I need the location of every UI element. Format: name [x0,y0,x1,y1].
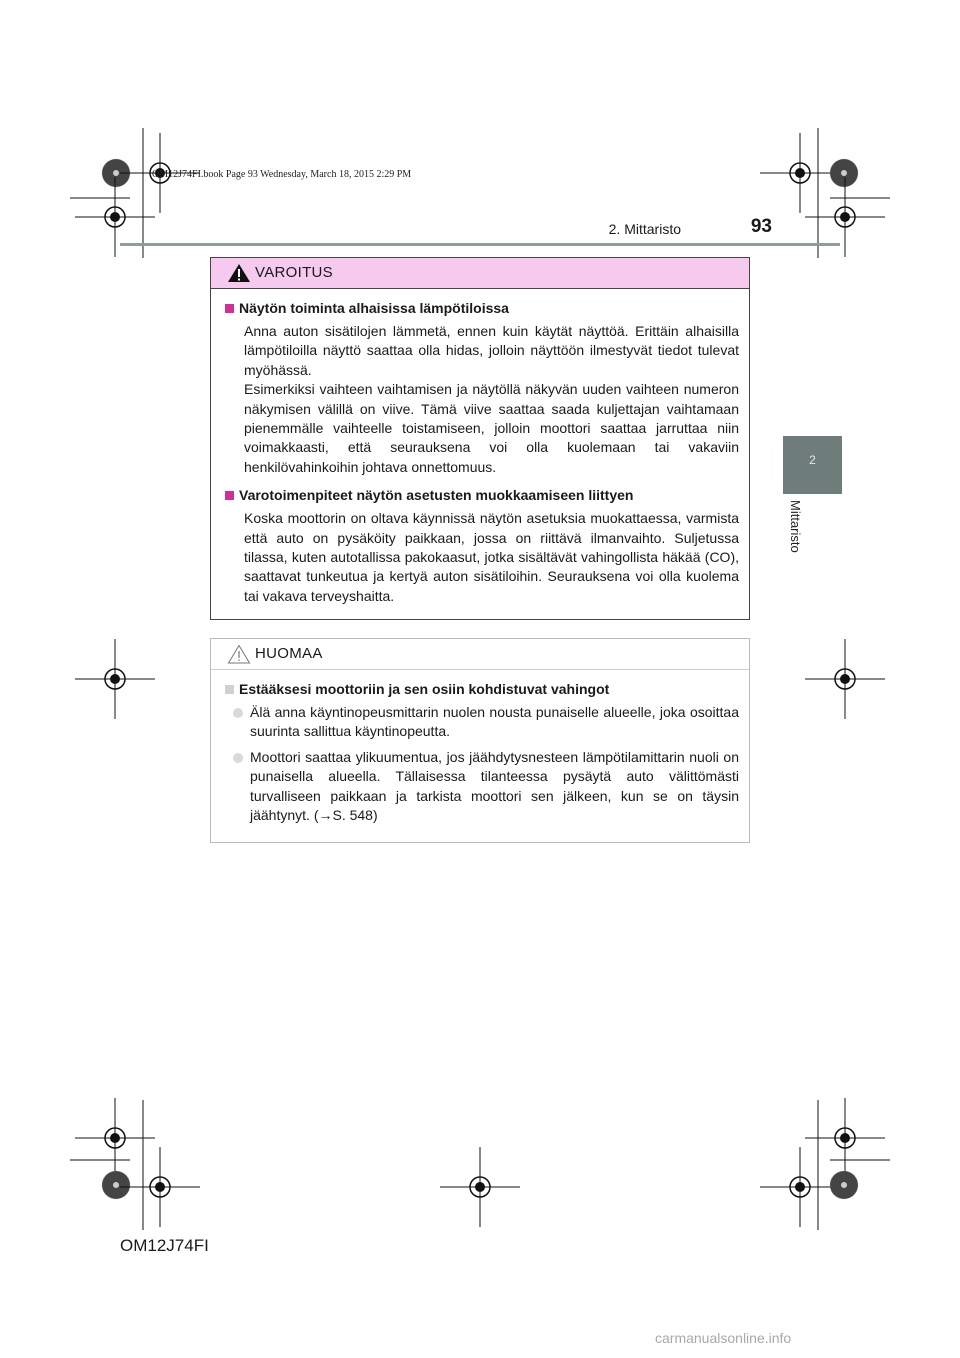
notice-bullet: Älä anna käyntinopeusmittarin nuolen nousta punaiselle alueelle, joka osoittaa suurinta sallittua käyntinopeutta. [233,703,739,742]
square-bullet-icon [225,685,234,694]
warning-header [211,258,749,289]
page-number: 93 [750,216,772,237]
notice-box [210,638,750,843]
side-tab-chapter-number: 2 [783,436,842,494]
notice-item-heading: Estääksesi moottoriin ja sen osiin kohdistuvat vahingot [225,680,739,699]
side-tab-label: Mittaristo [788,500,803,553]
notice-header [211,639,749,670]
notice-title: HUOMAA [255,645,323,662]
section-title: 2. Mittaristo [608,221,681,237]
warning-paragraph: Anna auton sisätilojen lämmetä, ennen kuin käytät näyttöä. Erittäin alhaisilla lämpötiloilla näyttö saattaa olla hidas, jolloin näyttöön ilmestyvät tiedot tulevat myöhässä. Esimerkiksi vaihteen vaihtamisen ja näytöllä näkyvän uuden vaihteen numeron näkymisen välillä on viive. Tämä viive saattaa saada kuljettajan vaihtamaan pienemmälle vaihteelle toistamiseen, jolloin moottori saattaa jarruttaa niin voimakkaasti, että seurauksena voi olla kuolemaan tai vakaviin henkilövahinkoihin johtava onnettomuus. [244,323,739,475]
round-bullet-icon [233,708,243,718]
warning-body [211,289,749,606]
header-rule [120,243,840,246]
warning-box [210,257,750,620]
warning-paragraph: Koska moottorin on oltava käynnissä näytön asetuksia muokattaessa, varmista että auto on pysäköity paikkaan, jossa on riittävä ilmanvaihto. Suljetussa tilassa, kuten autotallissa pakokaasut, jotka sisältävät vahingollista häkää (CO), saattavat tunkeutua ja kertyä auton sisätiloihin. Seurauksena voi olla kuolema tai vakava terveyshaitta. [244,510,739,604]
warning-item-heading: Näytön toiminta alhaisissa lämpötiloissa [225,299,739,318]
warning-triangle-icon [227,263,251,283]
footer-manual-code: OM12J74FI [120,1236,209,1255]
square-bullet-icon [225,304,234,313]
notice-body [211,670,749,825]
watermark: carmanualsonline.info [655,1330,792,1346]
round-bullet-icon [233,753,243,763]
notice-bullet: Moottori saattaa ylikuumentua, jos jäähdytysnesteen lämpötilamittarin nuoli on punaisella alueella. Tällaisessa tilanteessa pysäytä auto välittömästi turvalliseen paikkaan ja tarkista moottori sen jälkeen, kun se on täysin jäähtynyt. (→S. 548) [233,748,739,826]
caution-triangle-icon [227,644,251,664]
print-info: OM12J74FI.book Page 93 Wednesday, March 18, 2015 2:29 PM [152,169,412,180]
warning-title: VAROITUS [255,264,333,281]
square-bullet-icon [225,491,234,500]
warning-item-heading: Varotoimenpiteet näytön asetusten muokkaamiseen liittyen [225,486,739,505]
